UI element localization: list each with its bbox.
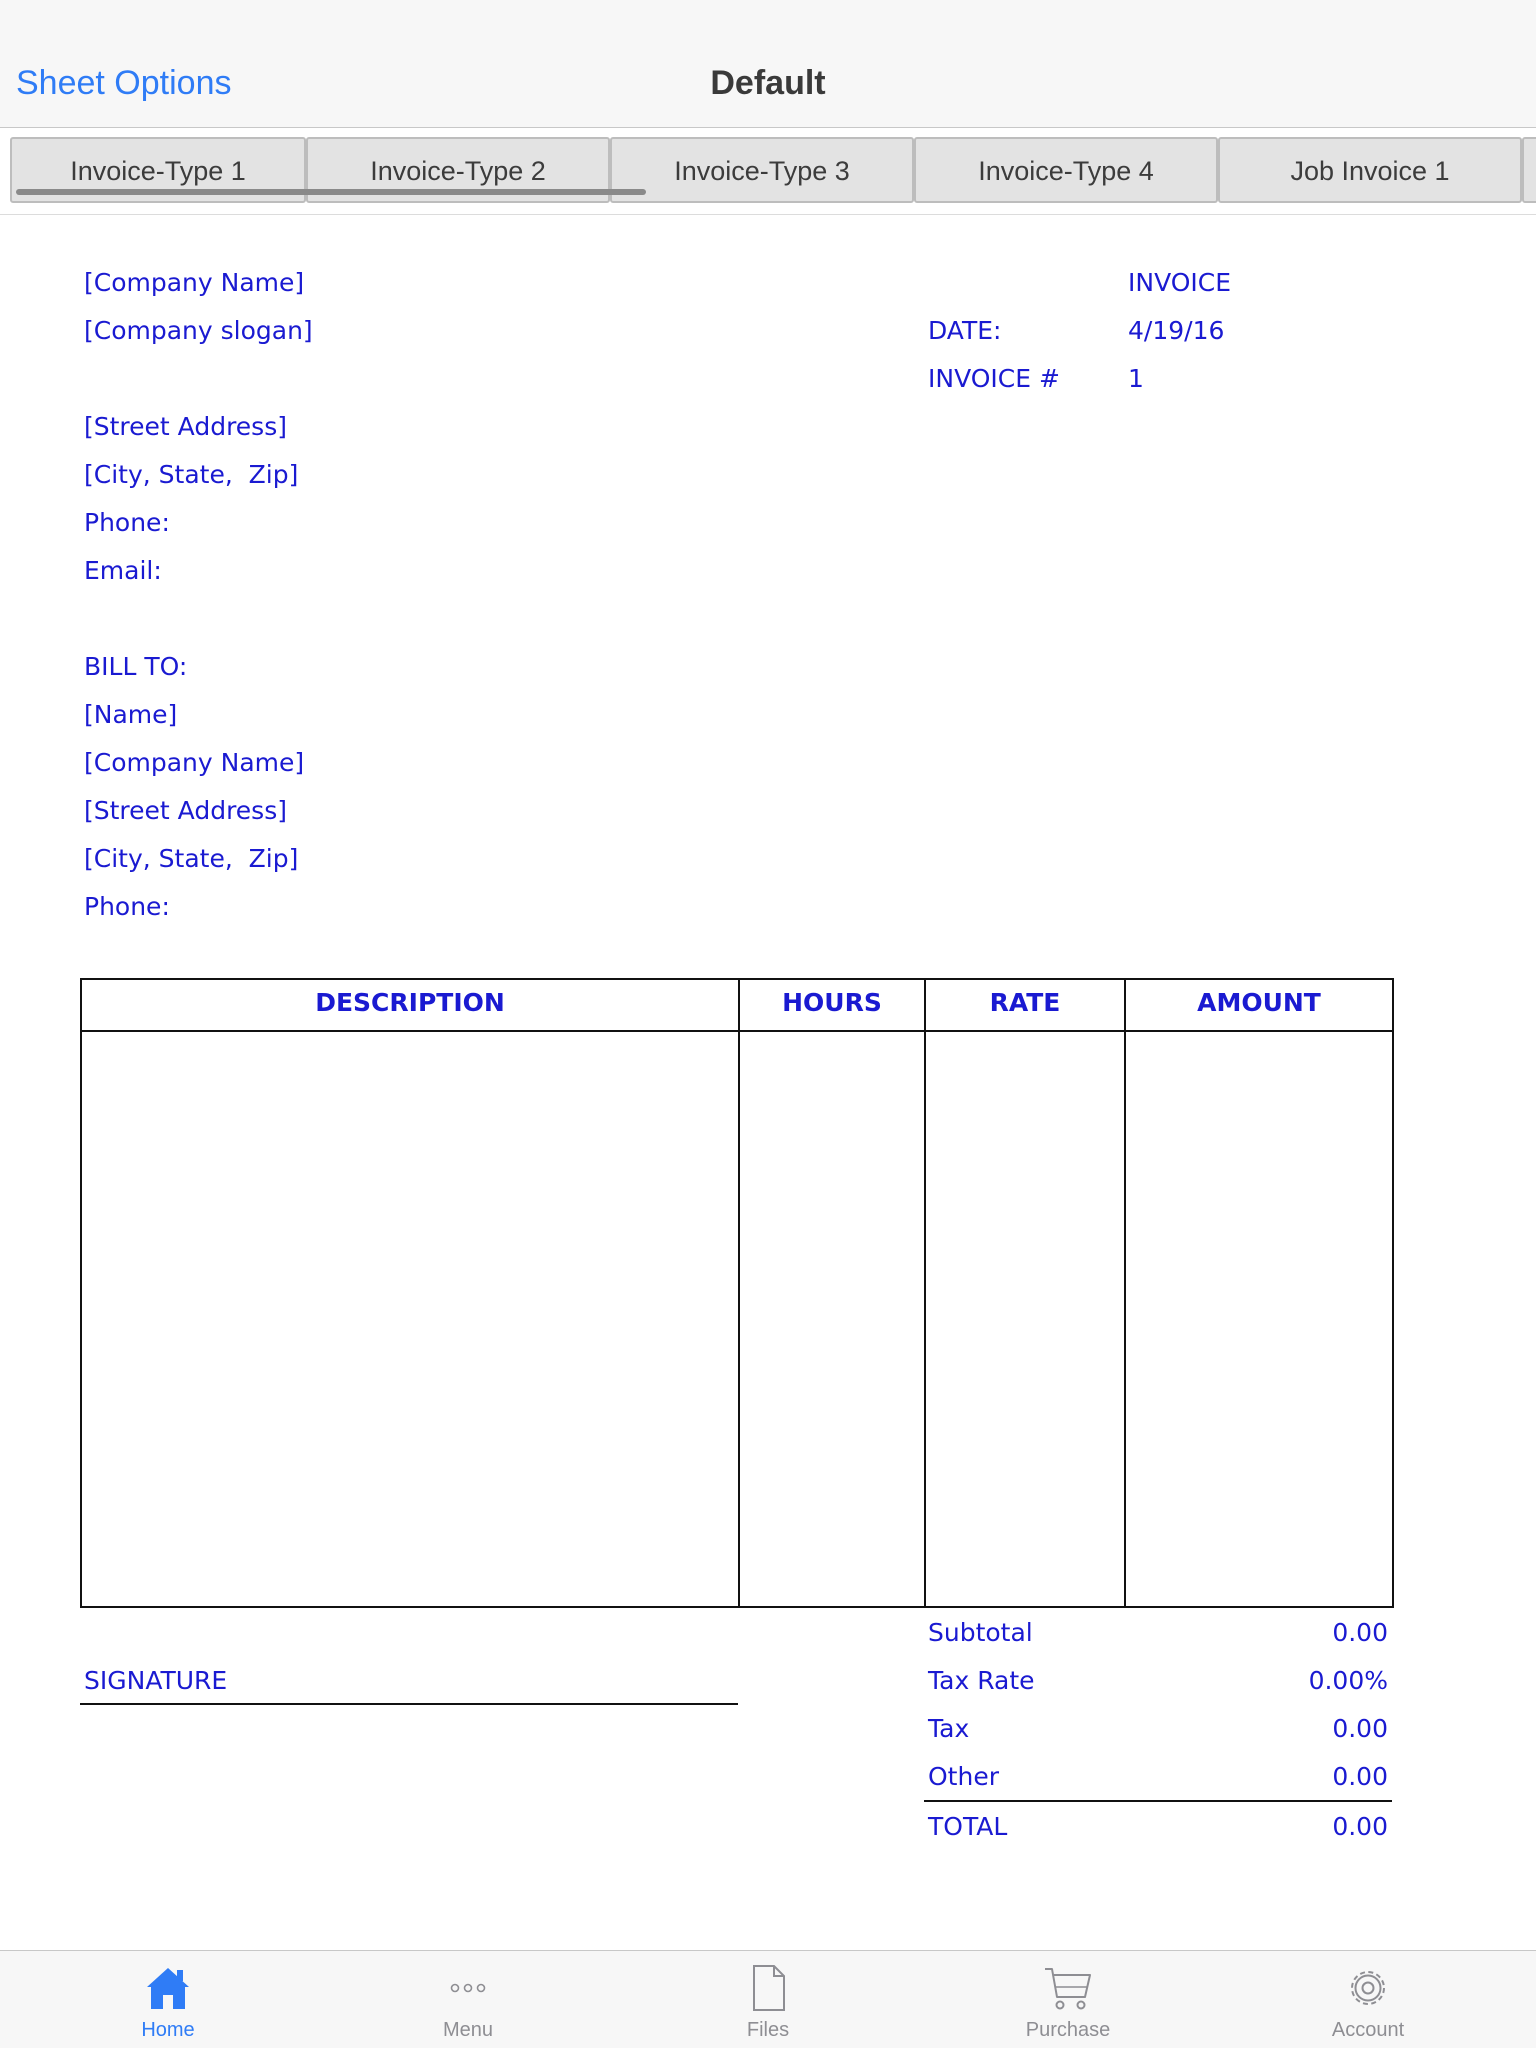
tab-invoice-type-1[interactable]: Invoice-Type 1: [10, 137, 306, 203]
bill-to-company[interactable]: [Company Name]: [84, 748, 305, 777]
tabbar-files-label: Files: [746, 2019, 790, 2041]
signature-label[interactable]: SIGNATURE: [84, 1666, 228, 1695]
column-divider: [1124, 980, 1126, 1606]
tabbar-menu-label: Menu: [442, 2019, 494, 2041]
other-label[interactable]: Other: [928, 1762, 999, 1791]
tabbar-menu[interactable]: [318, 1951, 618, 2048]
invoice-number-label[interactable]: INVOICE #: [928, 364, 1060, 393]
page-title: Default: [710, 64, 826, 102]
total-value[interactable]: 0.00: [1332, 1812, 1388, 1841]
signature-line: [80, 1703, 738, 1705]
column-header-description[interactable]: DESCRIPTION: [315, 988, 505, 1017]
other-value[interactable]: 0.00: [1332, 1762, 1388, 1791]
bill-to-label[interactable]: BILL TO:: [84, 652, 188, 681]
table-header-divider: [82, 1030, 1392, 1032]
company-street[interactable]: [Street Address]: [84, 412, 287, 441]
invoice-sheet[interactable]: [0, 216, 1536, 1950]
column-header-hours[interactable]: HOURS: [782, 988, 882, 1017]
company-city[interactable]: [City, State, Zip]: [84, 460, 299, 489]
tabbar-home-label: Home: [141, 2019, 195, 2041]
gear-icon: [1343, 1963, 1393, 2013]
line-items-table[interactable]: [80, 978, 1394, 1608]
column-header-amount[interactable]: AMOUNT: [1197, 988, 1321, 1017]
tax-rate-value[interactable]: 0.00%: [1308, 1666, 1388, 1695]
tax-label[interactable]: Tax: [928, 1714, 970, 1743]
column-divider: [924, 980, 926, 1606]
company-name[interactable]: [Company Name]: [84, 268, 305, 297]
tax-rate-label[interactable]: Tax Rate: [928, 1666, 1035, 1695]
cart-icon: [1043, 1963, 1093, 2013]
home-icon: [143, 1963, 193, 2013]
tab-invoice-type-3[interactable]: Invoice-Type 3: [610, 137, 914, 203]
navigation-bar: [0, 0, 1536, 128]
tabbar-purchase[interactable]: [918, 1951, 1218, 2048]
company-email-label[interactable]: Email:: [84, 556, 162, 585]
tax-value[interactable]: 0.00: [1332, 1714, 1388, 1743]
sheet-options-button[interactable]: Sheet Options: [16, 64, 232, 102]
company-phone-label[interactable]: Phone:: [84, 508, 170, 537]
company-slogan[interactable]: [Company slogan]: [84, 316, 313, 345]
more-icon: [443, 1963, 493, 2013]
bill-to-phone-label[interactable]: Phone:: [84, 892, 170, 921]
total-label[interactable]: TOTAL: [928, 1812, 1008, 1841]
tabbar-account-label: Account: [1331, 2019, 1405, 2041]
tabbar-home[interactable]: [18, 1951, 318, 2048]
column-divider: [738, 980, 740, 1606]
file-icon: [743, 1963, 793, 2013]
date-value[interactable]: 4/19/16: [1128, 316, 1225, 345]
tabbar-account[interactable]: [1218, 1951, 1518, 2048]
sheet-tab-strip[interactable]: [0, 129, 1536, 215]
totals-divider: [924, 1800, 1392, 1802]
tabbar-files[interactable]: [618, 1951, 918, 2048]
tabbar-purchase-label: Purchase: [1025, 2019, 1111, 2041]
invoice-number-value[interactable]: 1: [1128, 364, 1144, 393]
column-header-rate[interactable]: RATE: [989, 988, 1061, 1017]
bottom-tab-bar: [0, 1950, 1536, 2048]
tab-invoice-type-2[interactable]: Invoice-Type 2: [306, 137, 610, 203]
subtotal-value[interactable]: 0.00: [1332, 1618, 1388, 1647]
bill-to-street[interactable]: [Street Address]: [84, 796, 287, 825]
tab-job-invoice-1[interactable]: Job Invoice 1: [1218, 137, 1522, 203]
tab-scroll-indicator: [16, 189, 646, 195]
subtotal-label[interactable]: Subtotal: [928, 1618, 1033, 1647]
invoice-title[interactable]: INVOICE: [1128, 268, 1232, 297]
date-label[interactable]: DATE:: [928, 316, 1002, 345]
bill-to-name[interactable]: [Name]: [84, 700, 178, 729]
bill-to-city[interactable]: [City, State, Zip]: [84, 844, 299, 873]
tab-invoice-type-4[interactable]: Invoice-Type 4: [914, 137, 1218, 203]
tab-overflow[interactable]: [1522, 137, 1536, 203]
